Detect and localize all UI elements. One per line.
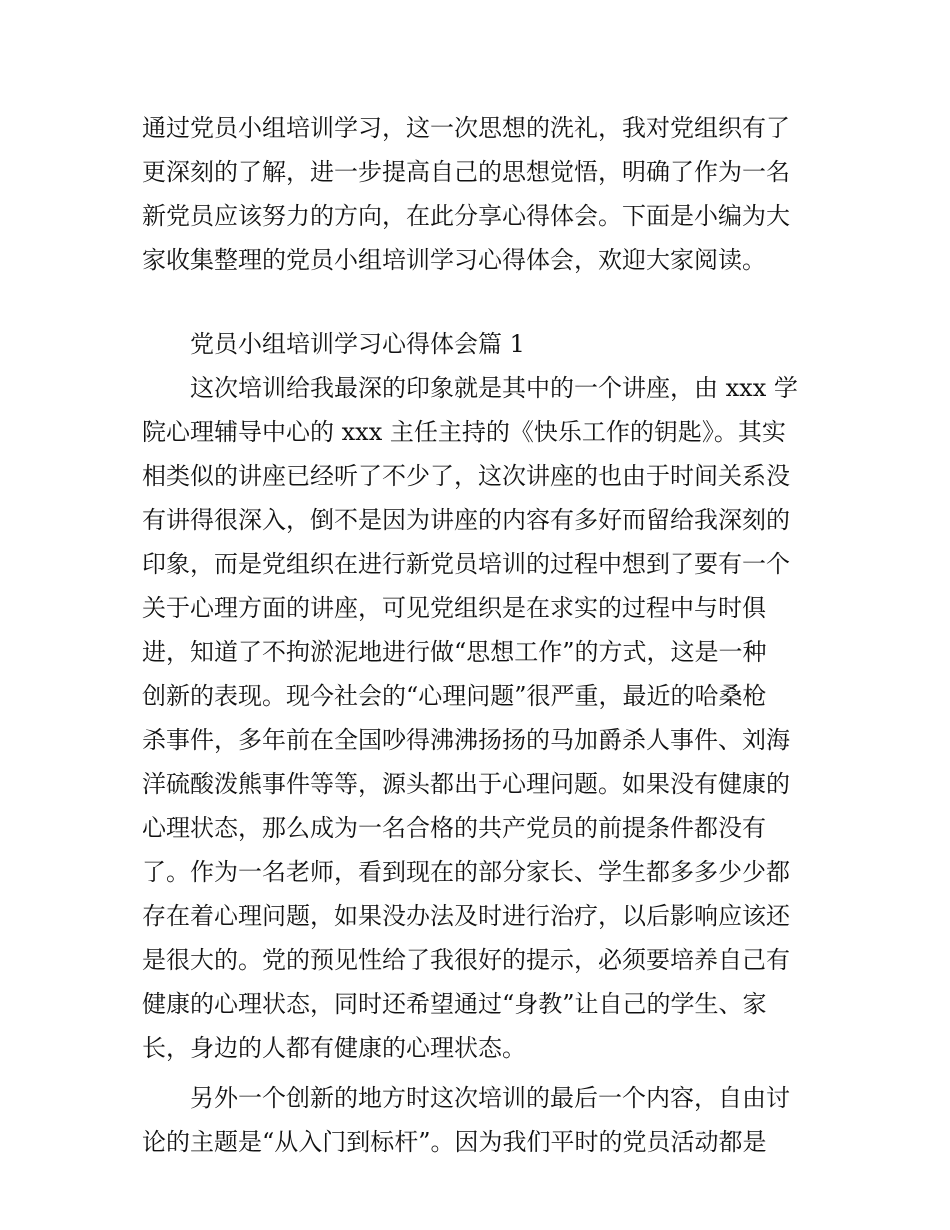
paragraph-line: 印象，而是党组织在进行新党员培训的过程中想到了要有一个	[142, 550, 790, 578]
paragraph-line: 洋硫酸泼熊事件等等，源头都出于心理问题。如果没有健康的	[142, 770, 790, 798]
paragraph-line: 是很大的。党的预见性给了我很好的提示，必须要培养自己有	[142, 946, 790, 974]
intro-line: 更深刻的了解，进一步提高自己的思想觉悟，明确了作为一名	[142, 158, 790, 186]
body-paragraph-1	[142, 366, 814, 1070]
paragraph-line: 论的主题是“从入门到标杆”。因为我们平时的党员活动都是	[142, 1128, 767, 1156]
paragraph-line: 创新的表现。现今社会的“心理问题”很严重，最近的哈桑枪	[142, 682, 767, 710]
intro-paragraph	[142, 106, 814, 282]
paragraph-line: 院心理辅导中心的 xxx 主任主持的《快乐工作的钥匙》。其实	[142, 418, 786, 446]
paragraph-line: 杀事件，多年前在全国吵得沸沸扬扬的马加爵杀人事件、刘海	[142, 726, 790, 754]
paragraph-line: 这次培训给我最深的印象就是其中的一个讲座，由 xxx 学	[190, 374, 798, 402]
paragraph-line: 长，身边的人都有健康的心理状态。	[142, 1034, 526, 1062]
paragraph-line: 有讲得很深入，倒不是因为讲座的内容有多好而留给我深刻的	[142, 506, 790, 534]
body-paragraph-2	[142, 1076, 814, 1164]
paragraph-line: 心理状态，那么成为一名合格的共产党员的前提条件都没有	[142, 814, 766, 842]
paragraph-line: 另外一个创新的地方时这次培训的最后一个内容，自由讨	[190, 1084, 790, 1112]
paragraph-line: 进，知道了不拘淤泥地进行做“思想工作”的方式，这是一种	[142, 638, 767, 666]
section-title: 党员小组培训学习心得体会篇 1	[190, 330, 525, 358]
paragraph-line: 相类似的讲座已经听了不少了，这次讲座的也由于时间关系没	[142, 462, 790, 490]
spacer	[142, 282, 814, 322]
intro-line: 新党员应该努力的方向，在此分享心得体会。下面是小编为大	[142, 202, 790, 230]
paragraph-line: 了。作为一名老师，看到现在的部分家长、学生都多多少少都	[142, 858, 790, 886]
paragraph-line: 关于心理方面的讲座，可见党组织是在求实的过程中与时俱	[142, 594, 766, 622]
paragraph-line: 健康的心理状态，同时还希望通过“身教”让自己的学生、家	[142, 990, 767, 1018]
paragraph-line: 存在着心理问题，如果没办法及时进行治疗，以后影响应该还	[142, 902, 790, 930]
intro-line: 家收集整理的党员小组培训学习心得体会，欢迎大家阅读。	[142, 246, 766, 274]
intro-line: 通过党员小组培训学习，这一次思想的洗礼，我对党组织有了	[142, 114, 790, 142]
document-page	[142, 106, 814, 1164]
